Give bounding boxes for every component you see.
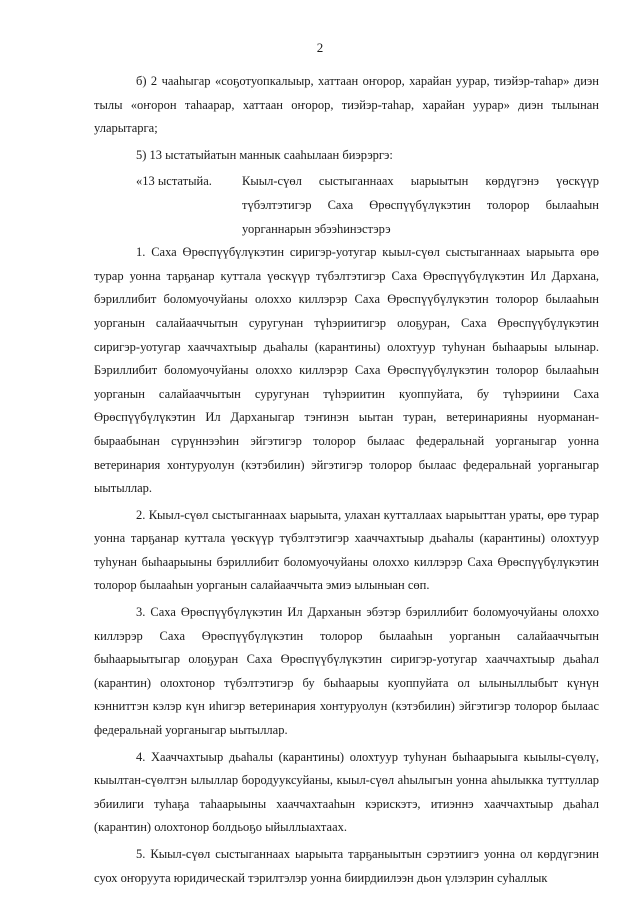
paragraph-5: 5) 13 ыстатыйатын маннык сааһылаан биэрэргэ: [136,147,393,162]
article-title: Кыыл-сүөл сыстыганнаах ыарыытын көрдүгэнэ үөскүүр түбэлтэтигэр Саха Өрөспүүбүлүкэтин толорор былааһын уорганнарын эбээһинэстэрэ [242,174,599,236]
paragraph-b: б) 2 чааһыгар «соҕотуопкалыыр, хаттаан оҥорор, харайан уурар, тиэйэр-таһар» диэн тылы «оҥорон таһаарар, хаттаан оҥорор, тиэйэр-таһар, харайан уурар» диэн тылынан уларытарга; [94,74,599,136]
article-number: «13 ыстатыйа. [136,174,212,189]
article-heading [94,170,599,241]
point-1: 1. Саха Өрөспүүбүлүкэтин сиригэр-уотугар кыыл-сүөл сыстыганнаах ыарыыта өрө турар уонна тарҕанар куттала үөскүүр түбэлтэтигэр Саха Өрөспүүбүлүкэтин Ил Дархана, бэриллибит боломуочуйаны олоххо киллэрэр Саха Өрөспүүбүлүкэтин толорор былааһын уорганын салайааччытын суругунан түһэриитигэр олоҕуран, Саха Өрөспүүбүлүкэтин сиригэр-уотугар хааччахтыыр дьаһалы (карантины) олохтуур туһунан быһаарыы ылынар. Бэриллибит боломуочуйаны олоххо киллэрэр Саха Өрөспүүбүлүкэтин толорор былааһын уорганын салайааччытын суругунан түһэриитин куоппуйата, бу түһэриини Саха Өрөспүүбүлүкэтин Ил Дарханыгар тэҥинэн ыытан туран, ветеринарияны нуорманан-быраабынан сүрүннээһин эйгэтигэр толорор былаас федеральнай уорганыгар уонна ветеринария хонтуруолун (кэтэбилин) эйгэтигэр толорор былаас федеральнай уорганыгар ыытыллар. [94,245,599,496]
document-body [94,70,599,890]
point-4: 4. Хааччахтыыр дьаһалы (карантины) олохтуур туһунан быһаарыыга кыылы-сүөлү, кыылтан-сүөлтэн ылыллар бородууксуйаны, кыыл-сүөл аһылыгын уонна аһылыкка туттуллар эбиилиги туһаҕа таһаарыыны хааччахтааһын кэрискэтэ, итиэннэ хааччахтыыр дьаһал (карантин) олохтонор болдьоҕо ыйыллыахтаах. [94,749,599,835]
point-3: 3. Саха Өрөспүүбүлүкэтин Ил Дарханын эбэтэр бэриллибит боломуочуйаны олоххо киллэрэр Саха Өрөспүүбүлүкэтин толорор былааһын уорганын салайааччытын быһаарыытыгар олоҕуран Саха Өрөспүүбүлүкэтин сиригэр-уотугар хааччахтыыр дьаһал (карантин) олохтонор түбэлтэтигэр бу быһаарыы куоппуйата ол ылыныллыбыт күнүн кэнниттэн кэлэр күн иһигэр ветеринария хонтуруолун (кэтэбилин) эйгэтигэр толорор былаас федеральнай уорганыгар ыытыллар. [94,605,599,738]
point-2: 2. Кыыл-сүөл сыстыганнаах ыарыыта, улахан кутталлаах ыарыыттан ураты, өрө турар уонна тарҕанар куттала үөскүүр түбэлтэтигэр хааччахтыыр дьаһалы (карантины) олохтуур туһунан быһаарыыны бэриллибит боломуочуйаны олоххо киллэрэр Саха Өрөспүүбүлүкэтин толорор былааһын уорганын салайааччыта эмиэ ылыныан сөп. [94,507,599,593]
page-number: 2 [316,40,324,55]
point-5: 5. Кыыл-сүөл сыстыганнаах ыарыыта тарҕаныытын сэрэтиигэ уонна ол көрдүгэнин суох оҥоруута юридическай тэрилтэлэр уонна биирдиилээн дьон үлэлэрин суһаллык [94,847,599,885]
